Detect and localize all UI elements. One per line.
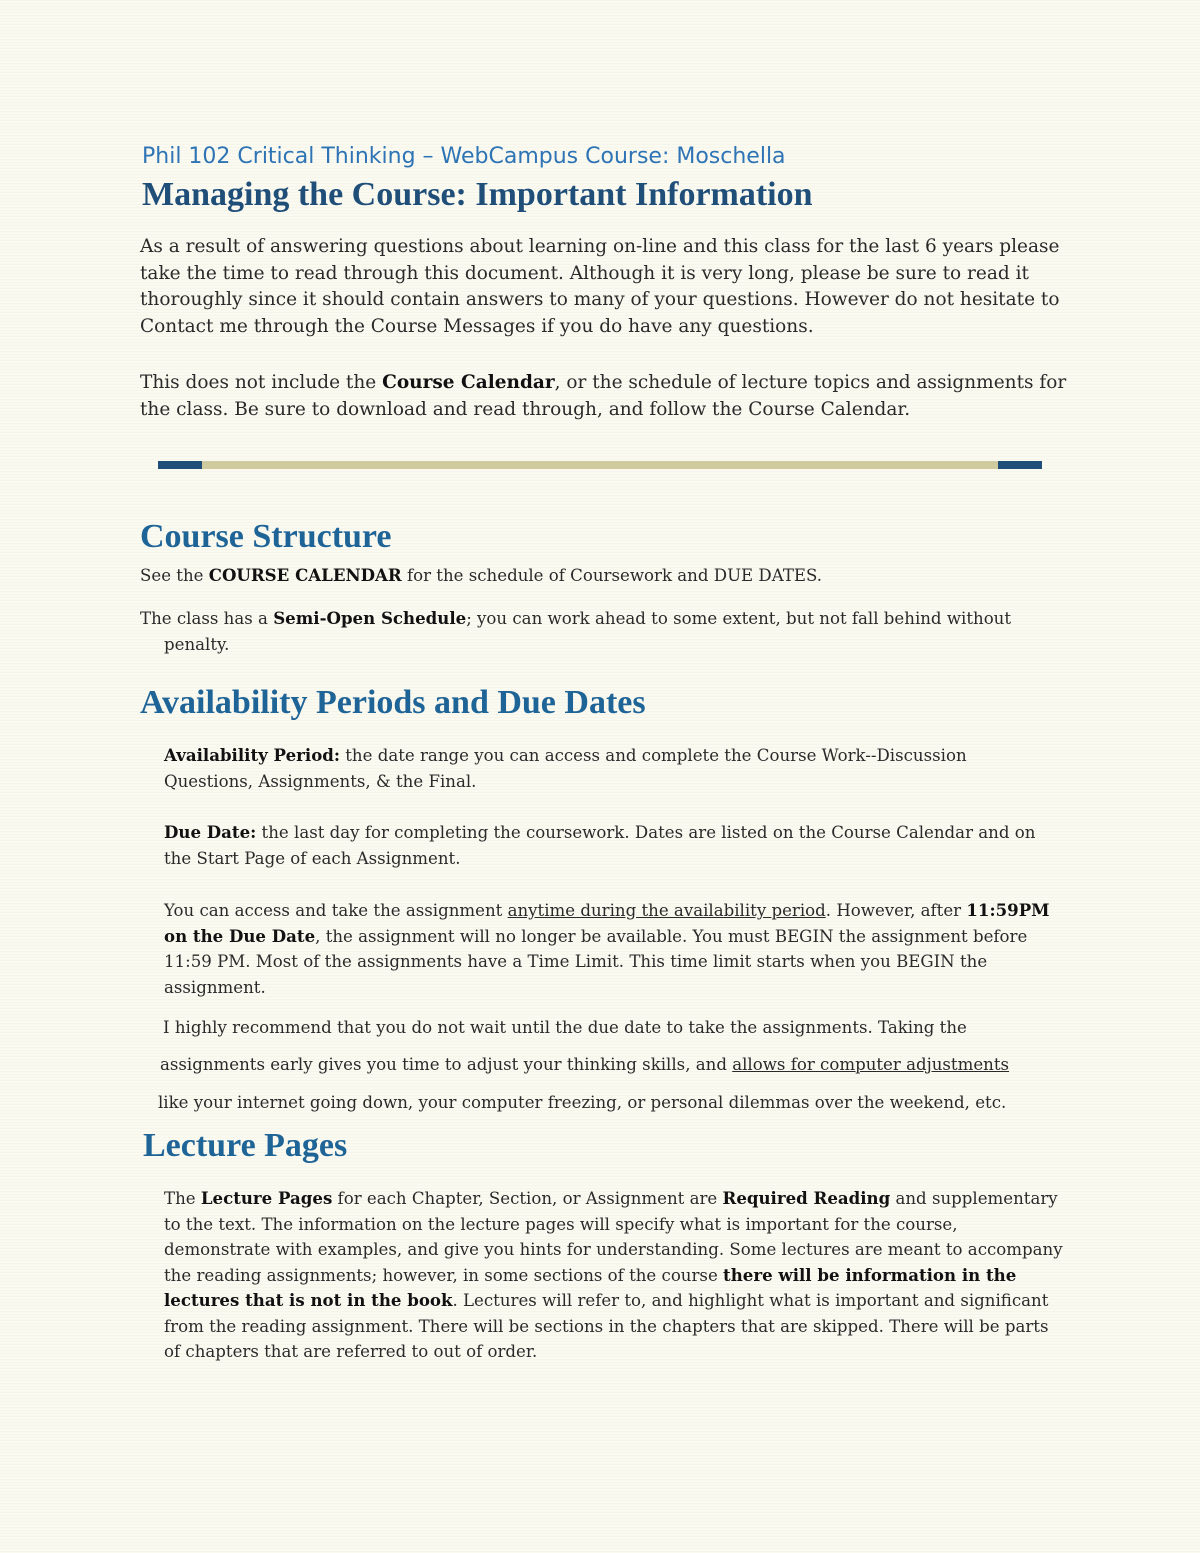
recommendation-line-2 bbox=[160, 1052, 1009, 1078]
required-reading-bold: Required Reading bbox=[722, 1188, 891, 1208]
semi-open-schedule-bold: Semi-Open Schedule bbox=[273, 608, 467, 628]
access-paragraph bbox=[164, 898, 1064, 1000]
due-date-label: Due Date: bbox=[164, 822, 257, 842]
intro-paragraph: As a result of answering questions about learning on-line and this class for the last 6 years please take the time to read through this document. Although it is very long, please be sure to read it thoroughly since it should contain answers to many of your questions. However do not hesitate to Contact me through the Course Messages if you do have any questions. bbox=[140, 236, 1060, 337]
calendar-note-text: This does not include the bbox=[140, 372, 383, 393]
lp-text-e: and supplementary to the text. The information on the lecture pages will specify what is important for the course, demonstrate with examples, and give you hints for understanding. Some lectures are meant to accompany the reading assignments; however, in some sections of the course bbox=[164, 1189, 1063, 1285]
rec-line2-text: assignments early gives you time to adjust your thinking skills, and bbox=[160, 1055, 733, 1074]
lp-text-g: . Lectures will refer to, and highlight what is important and significant from the reading assignment. There will be sections in the chapters that are skipped. There will be parts of chapters that are referred to out of order. bbox=[164, 1291, 1049, 1361]
course-structure-p2 bbox=[140, 606, 1074, 657]
availability-heading: Availability Periods and Due Dates bbox=[140, 684, 646, 721]
divider-left-end bbox=[158, 461, 202, 469]
divider-middle bbox=[202, 461, 998, 469]
availability-period-text: the date range you can access and complete the Course Work--Discussion Questions, Assignments, & the Final. bbox=[164, 746, 967, 791]
availability-period-paragraph bbox=[164, 743, 1024, 794]
cs-course-calendar-bold: COURSE CALENDAR bbox=[208, 565, 402, 585]
cs-p1-text-2: for the schedule of Coursework and DUE DATES. bbox=[401, 566, 823, 585]
recommendation-line-3: like your internet going down, your computer freezing, or personal dilemmas over the weekend, etc. bbox=[158, 1093, 1007, 1112]
access-text: You can access and take the assignment bbox=[164, 901, 508, 920]
due-date-text: the last day for completing the coursework. Dates are listed on the Course Calendar and on the Start Page of each Assignment. bbox=[164, 823, 1036, 868]
lecture-pages-bold: Lecture Pages bbox=[200, 1188, 333, 1208]
due-time-bold: 11:59PM on the Due Date bbox=[164, 900, 1050, 946]
divider-right-end bbox=[998, 461, 1042, 469]
course-subtitle: Phil 102 Critical Thinking – WebCampus Course: Moschella bbox=[142, 144, 786, 169]
section-divider bbox=[158, 461, 1042, 469]
course-calendar-bold: Course Calendar bbox=[382, 372, 555, 393]
cs-p2-text-2: ; you can work ahead to some extent, but not fall behind without penalty. bbox=[164, 609, 1012, 654]
page-title: Managing the Course: Important Information bbox=[142, 176, 813, 213]
recommendation-line-1: I highly recommend that you do not wait until the due date to take the assignments. Taking the bbox=[163, 1018, 967, 1037]
cs-p1-text: See the bbox=[140, 566, 209, 585]
lecture-pages-heading: Lecture Pages bbox=[143, 1127, 348, 1164]
due-date-paragraph bbox=[164, 820, 1064, 871]
course-structure-heading: Course Structure bbox=[140, 518, 392, 555]
lecture-pages-paragraph bbox=[164, 1186, 1064, 1365]
lp-text-a: The bbox=[164, 1189, 201, 1208]
availability-period-underlined: anytime during the availability period bbox=[507, 901, 826, 920]
cs-p2-text: The class has a bbox=[140, 609, 274, 628]
access-text-2: . However, after bbox=[825, 901, 967, 920]
calendar-note-paragraph bbox=[140, 369, 1070, 423]
lp-text-c: for each Chapter, Section, or Assignment are bbox=[332, 1189, 723, 1208]
access-text-3: , the assignment will no longer be available. You must BEGIN the assignment before 11:59 PM. Most of the assignments have a Time Limit. This time limit starts when you BEGIN the assignment. bbox=[164, 926, 1028, 997]
calendar-note-text-2: , or the schedule of lecture topics and assignments for the class. Be sure to download and read through, and follow the Course Calendar. bbox=[140, 372, 1067, 420]
availability-period-label: Availability Period: bbox=[164, 745, 340, 765]
not-in-book-bold: there will be information in the lectures that is not in the book bbox=[164, 1264, 1017, 1310]
computer-adjustments-underlined: allows for computer adjustments bbox=[732, 1055, 1010, 1074]
course-structure-p1 bbox=[140, 563, 1070, 589]
